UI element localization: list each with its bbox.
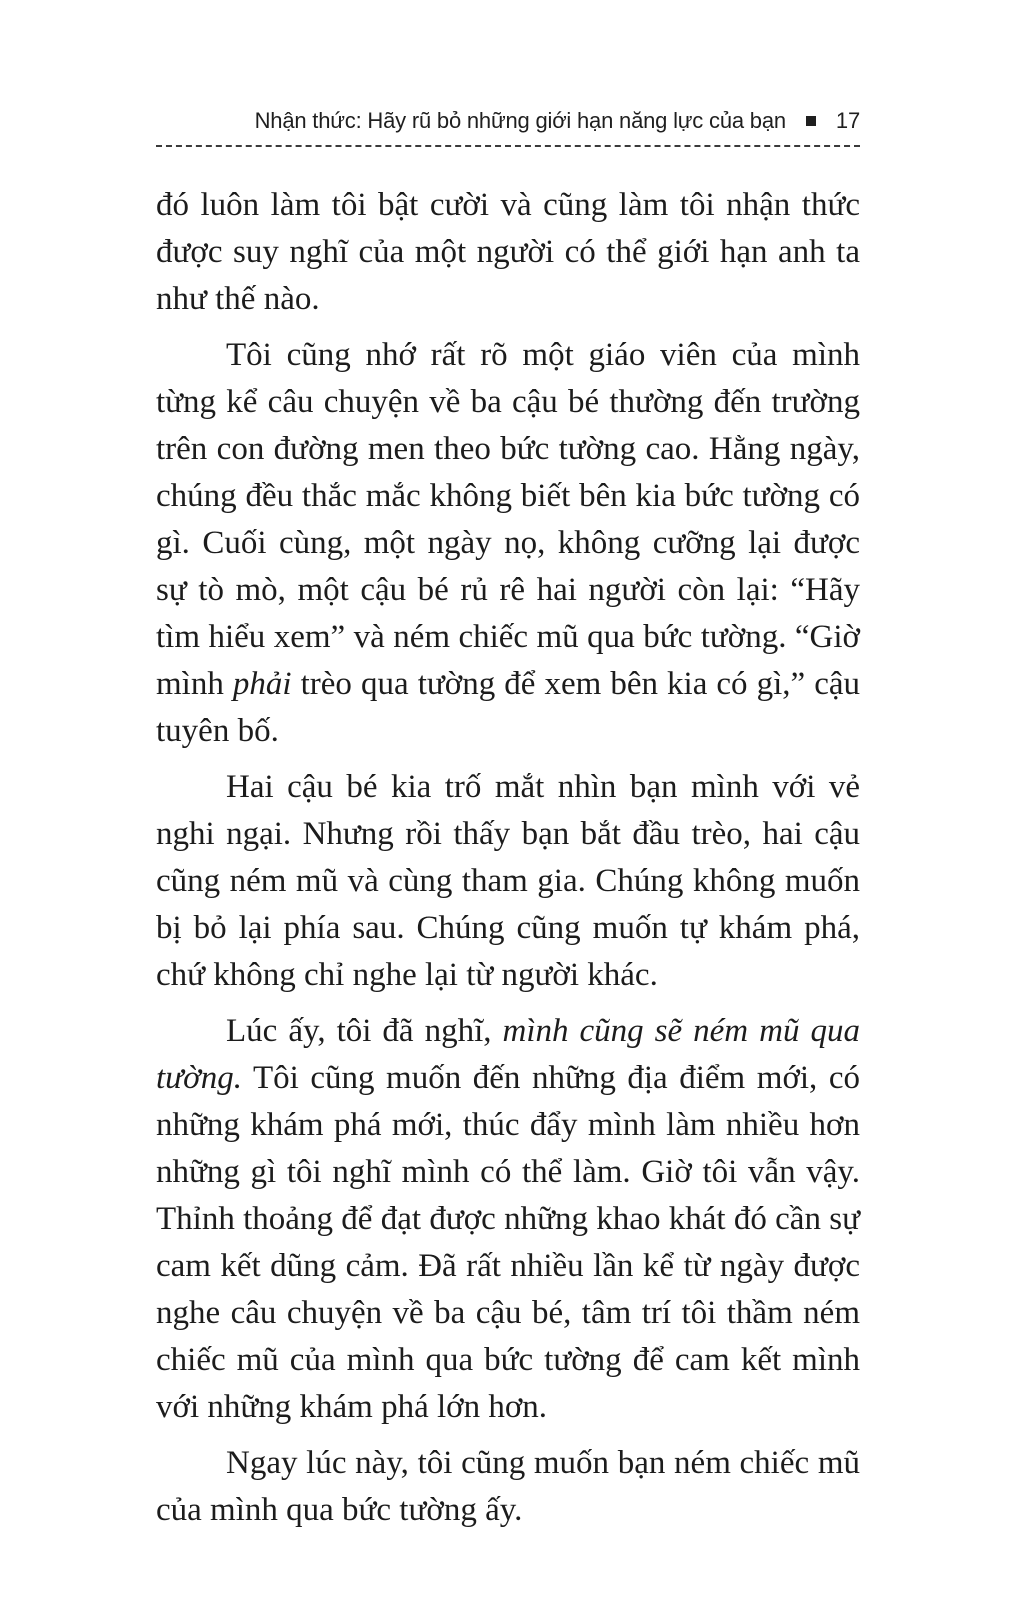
chapter-title: Nhận thức: Hãy rũ bỏ những giới hạn năng lực của bạn bbox=[254, 108, 786, 133]
body-text bbox=[156, 182, 860, 1543]
header-divider bbox=[156, 145, 860, 147]
paragraph-2-italic: phải bbox=[232, 666, 292, 702]
paragraph-4 bbox=[156, 1008, 860, 1431]
paragraph-4-italic: mình cũng sẽ ném mũ qua tường. bbox=[156, 1013, 860, 1096]
paragraph-3: Hai cậu bé kia trố mắt nhìn bạn mình với vẻ nghi ngại. Nhưng rồi thấy bạn bắt đầu trèo, hai cậu cũng ném mũ và cùng tham gia. Chúng không muốn bị bỏ lại phía sau. Chúng cũng muốn tự khám phá, chứ không chỉ nghe lại từ người khác. bbox=[156, 769, 860, 993]
paragraph-4-part2: Tôi cũng muốn đến những địa điểm mới, có những khám phá mới, thúc đẩy mình làm nhiều hơn những gì tôi nghĩ mình có thể làm. Giờ tôi vẫn vậy. Thỉnh thoảng để đạt được những khao khát đó cần sự cam kết dũng cảm. Đã rất nhiều lần kể từ ngày được nghe câu chuyện về ba cậu bé, tâm trí tôi thầm ném chiếc mũ của mình qua bức tường để cam kết mình với những khám phá lớn hơn. bbox=[156, 1060, 860, 1425]
paragraph-5: Ngay lúc này, tôi cũng muốn bạn ném chiếc mũ của mình qua bức tường ấy. bbox=[156, 1445, 860, 1528]
paragraph-2 bbox=[156, 332, 860, 755]
running-header bbox=[156, 104, 860, 138]
paragraph-2-part2: trèo qua tường để xem bên kia có gì,” cậu tuyên bố. bbox=[156, 666, 861, 749]
paragraph-2-part1: Tôi cũng nhớ rất rõ một giáo viên của mình từng kể câu chuyện về ba cậu bé thường đến trường trên con đường men theo bức tường cao. Hằng ngày, chúng đều thắc mắc không biết bên kia bức tường có gì. Cuối cùng, một ngày nọ, không cưỡng lại được sự tò mò, một cậu bé rủ rê hai người còn lại: “Hãy tìm hiểu xem” và ném chiếc mũ qua bức tường. “Giờ mình bbox=[156, 337, 860, 702]
paragraph-4-part1: Lúc ấy, tôi đã nghĩ, bbox=[226, 1013, 503, 1049]
paragraph-1: đó luôn làm tôi bật cười và cũng làm tôi nhận thức được suy nghĩ của một người có thể giới hạn anh ta như thế nào. bbox=[156, 187, 860, 317]
page-number: 17 bbox=[835, 108, 860, 133]
header-bullet-icon bbox=[806, 116, 816, 126]
